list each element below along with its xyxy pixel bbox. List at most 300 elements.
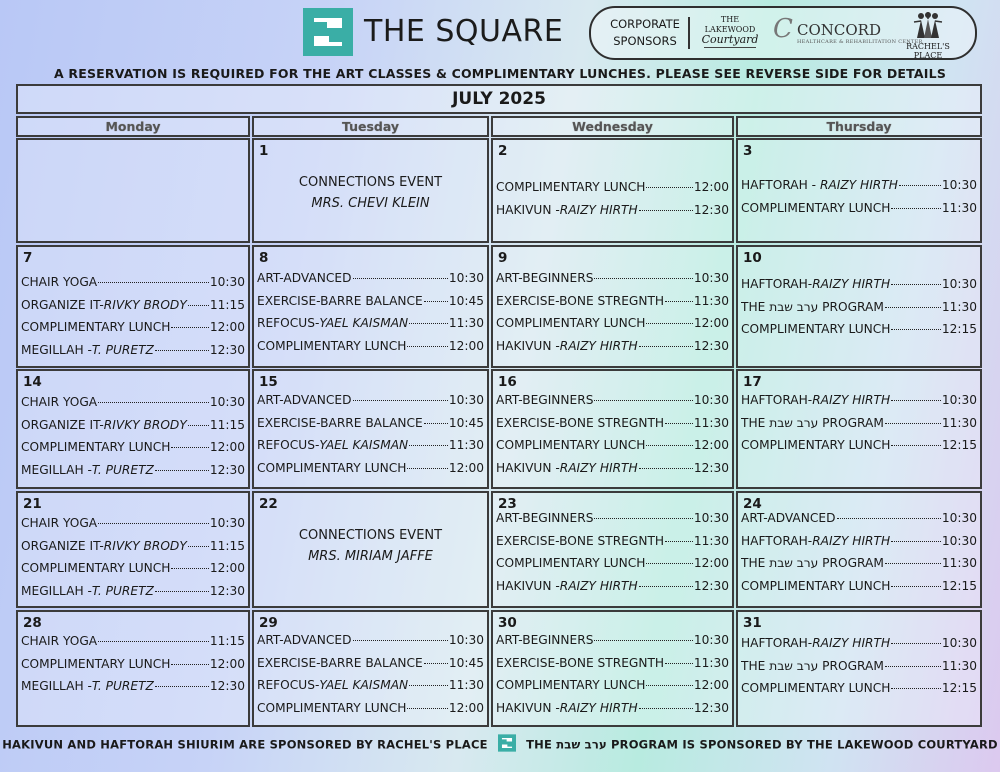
event-title: HAFTORAH- xyxy=(741,636,813,650)
event-name xyxy=(496,530,664,553)
event-item xyxy=(21,414,245,437)
event-name xyxy=(741,677,890,700)
event-name xyxy=(21,580,154,603)
event-item xyxy=(496,199,729,222)
event-title: ART-BEGINNERS xyxy=(496,633,594,647)
event-item xyxy=(496,575,729,598)
dot-leader xyxy=(646,445,692,446)
rachels-place-name: RACHEL'S PLACE xyxy=(906,42,950,60)
dot-leader xyxy=(891,329,940,330)
event-name xyxy=(496,267,593,290)
day-number: 7 xyxy=(23,250,33,266)
event-time: 11:30 xyxy=(448,678,484,693)
event-name xyxy=(496,199,638,222)
event-item xyxy=(21,512,245,535)
month-title: JULY 2025 xyxy=(16,84,982,114)
day-cell xyxy=(252,610,489,727)
event-item xyxy=(496,697,729,720)
event-time: 10:45 xyxy=(448,293,484,308)
event-item xyxy=(741,552,977,575)
event-title: EXERCISE-BARRE BALANCE xyxy=(257,655,423,670)
event-list xyxy=(741,632,977,700)
event-host: T. PURETZ xyxy=(91,584,154,599)
event-time: 10:30 xyxy=(693,511,729,525)
event-name xyxy=(496,434,645,457)
event-time: 12:00 xyxy=(693,316,729,331)
event-time: 11:15 xyxy=(209,634,245,648)
footer-right-text: THE ערב שבת PROGRAM IS SPONSORED BY THE LAKEWOOD COURTYARD xyxy=(526,737,998,752)
event-time: 10:30 xyxy=(941,636,977,650)
event-item xyxy=(257,290,484,313)
day-cell xyxy=(491,245,734,368)
event-time: 11:30 xyxy=(941,658,977,673)
event-item xyxy=(21,339,245,362)
event-title: COMPLIMENTARY LUNCH xyxy=(21,320,171,335)
event-name xyxy=(257,629,352,652)
event-item xyxy=(741,434,977,457)
event-item xyxy=(741,273,977,296)
event-list xyxy=(496,389,729,480)
dot-leader xyxy=(646,323,692,324)
dot-leader xyxy=(98,282,209,283)
day-cell xyxy=(252,369,489,489)
event-time: 11:30 xyxy=(693,655,729,670)
event-list xyxy=(496,507,729,598)
event-host: YAEL KAISMAN xyxy=(319,316,409,331)
event-item xyxy=(257,674,484,697)
event-title: COMPLIMENTARY LUNCH xyxy=(257,461,407,476)
event-name xyxy=(257,674,408,697)
event-name xyxy=(741,197,890,220)
event-name xyxy=(741,296,884,319)
day-number: 3 xyxy=(743,143,753,159)
event-title: ORGANIZE IT- xyxy=(21,538,104,553)
event-item xyxy=(496,312,729,335)
rachels-place-figures-icon xyxy=(911,10,945,40)
event-title: REFOCUS- xyxy=(257,678,320,693)
event-title: HAKIVUN - xyxy=(496,579,560,594)
event-item xyxy=(257,312,484,335)
event-time: 12:30 xyxy=(693,202,729,217)
event-name xyxy=(257,457,406,480)
event-name xyxy=(741,575,890,598)
event-name xyxy=(496,552,645,575)
event-item xyxy=(741,412,977,435)
event-time: 11:15 xyxy=(209,297,245,312)
concord-mark-icon: C xyxy=(773,14,793,44)
event-name xyxy=(496,575,638,598)
event-name xyxy=(21,557,170,580)
event-title: ART-ADVANCED xyxy=(741,511,836,525)
event-title: COMPLIMENTARY LUNCH xyxy=(257,701,407,716)
day-header-tuesday: Tuesday xyxy=(252,116,489,137)
special-event xyxy=(254,525,487,567)
event-title: ART-BEGINNERS xyxy=(496,271,594,285)
day-cell xyxy=(736,491,982,608)
event-title: ART-BEGINNERS xyxy=(496,511,594,525)
event-time: 12:15 xyxy=(941,322,977,337)
dot-leader xyxy=(98,523,209,524)
dot-leader xyxy=(646,685,692,686)
special-event-host: MRS. MIRIAM JAFFE xyxy=(308,549,433,564)
day-number: 17 xyxy=(743,374,762,390)
event-list xyxy=(741,174,977,219)
day-number: 28 xyxy=(23,615,42,631)
event-time: 11:15 xyxy=(209,538,245,553)
event-time: 11:30 xyxy=(941,415,977,430)
event-name xyxy=(21,436,170,459)
event-title: CHAIR YOGA xyxy=(21,634,98,648)
event-item xyxy=(741,530,977,553)
event-time: 10:30 xyxy=(209,395,245,409)
event-name xyxy=(496,176,645,199)
event-title: COMPLIMENTARY LUNCH xyxy=(21,561,171,576)
event-name xyxy=(257,267,352,290)
event-item xyxy=(496,674,729,697)
event-title: HAKIVUN - xyxy=(496,461,560,476)
event-time: 11:30 xyxy=(693,293,729,308)
dot-leader xyxy=(891,643,941,644)
event-host: RAIZY HIRTH xyxy=(559,701,638,716)
event-title: REFOCUS- xyxy=(257,438,320,453)
day-number: 16 xyxy=(498,374,517,390)
sponsor-label: CORPORATE SPONSORS xyxy=(610,17,680,48)
event-title: COMPLIMENTARY LUNCH xyxy=(741,438,891,453)
day-cell xyxy=(491,138,734,243)
event-list xyxy=(496,267,729,358)
event-time: 12:30 xyxy=(693,579,729,594)
day-cell xyxy=(736,610,982,727)
event-time: 10:30 xyxy=(693,271,729,285)
event-list xyxy=(496,629,729,720)
event-time: 12:00 xyxy=(448,461,484,476)
event-item xyxy=(21,316,245,339)
event-list xyxy=(21,391,245,482)
dot-leader xyxy=(407,346,447,347)
dot-leader xyxy=(409,685,448,686)
event-item xyxy=(496,290,729,313)
event-name xyxy=(496,335,638,358)
event-name xyxy=(741,174,898,197)
event-item xyxy=(496,412,729,435)
event-item xyxy=(496,335,729,358)
event-title: HAKIVUN - xyxy=(496,701,560,716)
event-time: 12:30 xyxy=(693,701,729,716)
event-item xyxy=(21,580,245,603)
event-item xyxy=(257,412,484,435)
dot-leader xyxy=(594,640,692,641)
event-name xyxy=(496,652,664,675)
event-host: RAIZY HIRTH xyxy=(812,393,891,407)
event-name xyxy=(21,535,187,558)
event-title: ART-ADVANCED xyxy=(257,633,352,647)
concord-name: CONCORD xyxy=(797,21,881,39)
event-host: RAIZY HIRTH xyxy=(812,636,891,650)
concord-subtitle: HEALTHCARE & REHABILITATION CENTER xyxy=(797,39,923,45)
dot-leader xyxy=(155,686,209,687)
day-cell xyxy=(736,369,982,489)
day-number: 31 xyxy=(743,615,762,631)
event-title: MEGILLAH - xyxy=(21,679,92,694)
event-name xyxy=(741,530,890,553)
dot-leader xyxy=(639,210,693,211)
event-host: YAEL KAISMAN xyxy=(319,438,409,453)
event-time: 11:30 xyxy=(941,200,977,215)
event-time: 10:30 xyxy=(941,533,977,548)
event-time: 11:30 xyxy=(941,556,977,571)
day-cell xyxy=(252,245,489,368)
event-name xyxy=(21,271,97,294)
day-number: 21 xyxy=(23,496,42,512)
dot-leader xyxy=(155,470,209,471)
day-cell xyxy=(252,491,489,608)
event-name xyxy=(21,459,154,482)
event-title: ART-ADVANCED xyxy=(257,393,352,407)
event-list xyxy=(21,271,245,362)
event-time: 10:30 xyxy=(693,633,729,647)
event-title: CHAIR YOGA xyxy=(21,395,98,409)
event-host: RIVKY BRODY xyxy=(103,538,187,553)
event-item xyxy=(257,697,484,720)
day-cell xyxy=(491,610,734,727)
event-item xyxy=(496,652,729,675)
event-title: EXERCISE-BARRE BALANCE xyxy=(257,415,423,430)
event-list xyxy=(741,273,977,341)
event-time: 12:00 xyxy=(209,561,245,576)
event-title: MEGILLAH - xyxy=(21,343,92,358)
event-host: RAIZY HIRTH xyxy=(819,178,898,192)
day-cell xyxy=(16,369,250,489)
event-name xyxy=(496,312,645,335)
event-time: 12:15 xyxy=(941,579,977,594)
event-time: 10:30 xyxy=(209,516,245,530)
dot-leader xyxy=(407,468,447,469)
event-name xyxy=(741,389,890,412)
event-host: RAIZY HIRTH xyxy=(559,339,638,354)
event-item xyxy=(741,575,977,598)
event-time: 12:30 xyxy=(209,584,245,599)
event-title: EXERCISE-BONE STREGNTH xyxy=(496,533,665,548)
event-name xyxy=(496,507,593,530)
day-number: 10 xyxy=(743,250,762,266)
event-title: COMPLIMENTARY LUNCH xyxy=(496,678,646,693)
day-cell xyxy=(252,138,489,243)
event-name xyxy=(496,412,664,435)
event-time: 12:00 xyxy=(693,678,729,693)
event-host: RAIZY HIRTH xyxy=(559,461,638,476)
dot-leader xyxy=(594,400,692,401)
event-name xyxy=(257,434,408,457)
event-host: RAIZY HIRTH xyxy=(812,277,891,291)
event-item xyxy=(741,655,977,678)
event-name xyxy=(21,512,97,535)
event-item xyxy=(741,296,977,319)
event-item xyxy=(257,434,484,457)
dot-leader xyxy=(891,586,940,587)
day-number: 1 xyxy=(259,143,269,159)
dot-leader xyxy=(665,423,693,424)
dot-leader xyxy=(639,468,693,469)
event-item xyxy=(496,507,729,530)
the-square-logo xyxy=(303,8,353,56)
dot-leader xyxy=(665,301,693,302)
lakewood-logo-top: THE LAKEWOOD xyxy=(704,15,756,34)
event-list xyxy=(741,389,977,457)
event-item xyxy=(741,197,977,220)
dot-leader xyxy=(594,278,692,279)
event-item xyxy=(21,653,245,676)
event-name xyxy=(496,674,645,697)
event-time: 12:00 xyxy=(693,180,729,194)
event-item xyxy=(21,675,245,698)
day-number: 14 xyxy=(23,374,42,390)
event-item xyxy=(257,335,484,358)
event-name xyxy=(741,434,890,457)
event-time: 12:30 xyxy=(209,343,245,358)
event-title: THE ערב שבת PROGRAM xyxy=(741,299,884,314)
event-title: ART-BEGINNERS xyxy=(496,393,594,407)
event-host: RAIZY HIRTH xyxy=(559,579,638,594)
dot-leader xyxy=(188,546,209,547)
event-item xyxy=(21,630,245,653)
day-cell xyxy=(491,369,734,489)
dot-leader xyxy=(885,666,941,667)
event-time: 12:00 xyxy=(693,438,729,453)
day-header-monday: Monday xyxy=(16,116,250,137)
event-item xyxy=(257,629,484,652)
event-name xyxy=(257,389,352,412)
event-name xyxy=(257,697,406,720)
day-cell xyxy=(16,610,250,727)
day-header-thursday: Thursday xyxy=(736,116,982,137)
event-name xyxy=(21,294,187,317)
special-event-title: CONNECTIONS EVENT xyxy=(298,175,443,190)
day-header-wednesday: Wednesday xyxy=(491,116,734,137)
event-title: HAFTORAH- xyxy=(741,393,813,407)
event-item xyxy=(741,507,977,530)
event-item xyxy=(21,557,245,580)
dot-leader xyxy=(639,346,693,347)
event-name xyxy=(257,335,406,358)
event-name xyxy=(496,629,593,652)
footer-sponsor-line xyxy=(0,736,1000,754)
event-time: 11:30 xyxy=(693,415,729,430)
event-title: EXERCISE-BONE STREGNTH xyxy=(496,415,665,430)
event-title: COMPLIMENTARY LUNCH xyxy=(496,438,646,453)
event-item xyxy=(496,530,729,553)
event-item xyxy=(21,294,245,317)
event-time: 12:15 xyxy=(941,438,977,453)
event-item xyxy=(21,391,245,414)
event-list xyxy=(257,629,484,720)
event-time: 12:30 xyxy=(693,339,729,354)
event-name xyxy=(21,339,154,362)
event-title: MEGILLAH - xyxy=(21,584,92,599)
event-name xyxy=(741,552,884,575)
event-time: 12:00 xyxy=(693,556,729,571)
event-title: CHAIR YOGA xyxy=(21,516,98,530)
event-list xyxy=(257,267,484,358)
event-item xyxy=(21,436,245,459)
day-number: 8 xyxy=(259,250,269,266)
dot-leader xyxy=(98,402,209,403)
event-name xyxy=(496,697,638,720)
event-title: ORGANIZE IT- xyxy=(21,417,104,432)
dot-leader xyxy=(409,445,448,446)
event-title: HAKIVUN - xyxy=(496,339,560,354)
day-number: 22 xyxy=(259,496,278,512)
sponsor-divider xyxy=(688,17,690,49)
event-name xyxy=(257,290,423,313)
event-item xyxy=(741,632,977,655)
event-time: 10:30 xyxy=(693,393,729,407)
event-title: THE ערב שבת PROGRAM xyxy=(741,658,884,673)
event-time: 10:30 xyxy=(941,178,977,192)
rachels-place-logo xyxy=(895,10,961,60)
dot-leader xyxy=(891,284,941,285)
event-title: HAFTORAH- xyxy=(741,533,813,548)
event-name xyxy=(21,630,97,653)
event-time: 10:30 xyxy=(941,393,977,407)
event-item xyxy=(257,457,484,480)
event-title: HAFTORAH- xyxy=(741,277,813,291)
lakewood-logo-bottom: Courtyard xyxy=(701,33,759,46)
event-list xyxy=(21,630,245,698)
event-item xyxy=(496,552,729,575)
event-title: THE ערב שבת PROGRAM xyxy=(741,556,884,571)
dot-leader xyxy=(409,323,448,324)
day-number: 15 xyxy=(259,374,278,390)
dot-leader xyxy=(424,423,448,424)
event-title: COMPLIMENTARY LUNCH xyxy=(741,322,891,337)
event-name xyxy=(257,412,423,435)
dot-leader xyxy=(891,688,940,689)
event-host: T. PURETZ xyxy=(91,463,154,478)
dot-leader xyxy=(98,641,209,642)
event-name xyxy=(496,389,593,412)
event-time: 12:30 xyxy=(209,679,245,694)
day-cell xyxy=(736,245,982,368)
dot-leader xyxy=(171,664,208,665)
event-time: 12:15 xyxy=(941,681,977,696)
event-time: 10:30 xyxy=(209,275,245,289)
event-title: COMPLIMENTARY LUNCH xyxy=(496,556,646,571)
event-host: T. PURETZ xyxy=(91,679,154,694)
event-item xyxy=(741,389,977,412)
dot-leader xyxy=(407,708,447,709)
day-number: 2 xyxy=(498,143,508,159)
event-item xyxy=(741,174,977,197)
event-time: 11:30 xyxy=(448,438,484,453)
dot-leader xyxy=(155,591,209,592)
event-name xyxy=(21,675,154,698)
event-title: ORGANIZE IT- xyxy=(21,297,104,312)
event-title: HAFTORAH - xyxy=(741,178,820,192)
event-item xyxy=(21,535,245,558)
event-item xyxy=(257,652,484,675)
event-item xyxy=(496,434,729,457)
dot-leader xyxy=(646,187,692,188)
event-name xyxy=(741,318,890,341)
footer-left-text: HAKIVUN AND HAFTORAH SHIURIM ARE SPONSORED BY RACHEL'S PLACE xyxy=(2,737,488,752)
event-item xyxy=(496,629,729,652)
event-item xyxy=(257,389,484,412)
event-title: THE ערב שבת PROGRAM xyxy=(741,415,884,430)
dot-leader xyxy=(665,541,693,542)
event-time: 10:30 xyxy=(448,271,484,285)
event-title: REFOCUS- xyxy=(257,316,320,331)
event-item xyxy=(496,176,729,199)
